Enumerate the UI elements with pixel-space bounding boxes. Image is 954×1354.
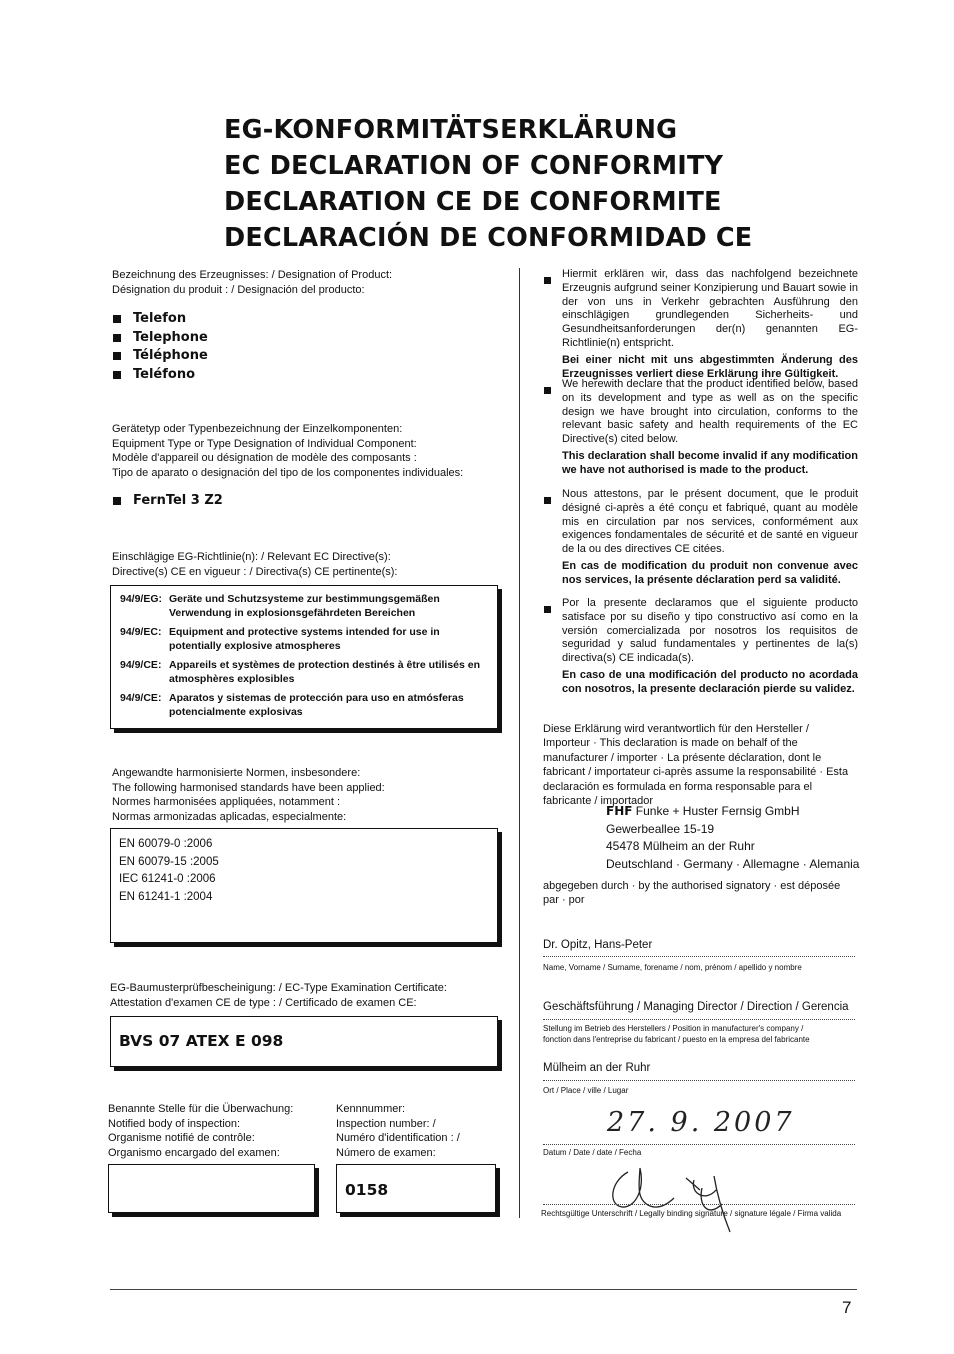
list-item: Telephone bbox=[113, 329, 208, 348]
notified-body-label: Benannte Stelle für die Überwachung: Notified body of inspection: Organisme notifié de contrôle: Organismo encargado del examen: bbox=[108, 1103, 294, 1159]
manufacturer-address: FHF Funke + Huster Fernsig GmbH Gewerbeallee 15-19 45478 Mülheim an der Ruhr Deutschland · Germany · Allemagne · Alemania bbox=[606, 804, 860, 871]
signature-line bbox=[543, 1204, 855, 1205]
name-line bbox=[543, 956, 855, 957]
directive-item: 94/9/CE: Appareils et systèmes de protection destinés à être utilisés en atmosphères explosibles bbox=[120, 659, 481, 685]
directives-box bbox=[110, 585, 498, 729]
handwritten-signature bbox=[590, 1160, 760, 1235]
title-de: EG-KONFORMITÄTSERKLÄRUNG bbox=[224, 115, 678, 145]
directive-item: 94/9/CE: Aparatos y sistemas de protección para uso en atmósferas potencialmente explosivas bbox=[120, 692, 464, 718]
equipment-type: FernTel 3 Z2 bbox=[113, 492, 223, 511]
inspection-number: 0158 bbox=[345, 1181, 389, 1199]
directives-label: Einschlägige EG-Richtlinie(n): / Relevant EC Directive(s): Directive(s) CE en vigueur : / Directiva(s) CE pertinente(s): bbox=[112, 551, 398, 578]
directive-item: 94/9/EC: Equipment and protective systems intended for use in potentially explosive atmospheres bbox=[120, 626, 440, 652]
declaration-en: We herewith declare that the product identified below, based on its development and type as well as on the specific design we have brought into circulation, conforms to the relevant basic safety and health requirements of the EC Directive(s) cited below. This declaration shall become invalid if any modification we have not authorised is made to the product. bbox=[544, 378, 858, 478]
list-item: Teléfono bbox=[113, 366, 208, 385]
equipment-label: Gerätetyp oder Typenbezeichnung der Einzelkomponenten: Equipment Type or Type Designation of Individual Component: Modèle d'appareil ou désignation de modèle des composants : Tipo de aparato o designación del tipo de los componentes individuales: bbox=[112, 423, 464, 479]
certificate-label: EG-Baumusterprüfbescheinigung: / EC-Type Examination Certificate: Attestation d'examen CE de type : / Certificado de examen CE: bbox=[110, 982, 447, 1009]
directive-item: 94/9/EG: Geräte und Schutzsysteme zur bestimmungsgemäßen Verwendung in explosionsgefährdeten Bereichen bbox=[120, 593, 440, 619]
certificate-number: BVS 07 ATEX E 098 bbox=[119, 1032, 284, 1050]
declaration-fr: Nous attestons, par le présent document, que le produit désigné ci-après a été conçu et fabriqué, quant au modèle mis en circulation par nos services, conformément aux exigences fondamentales de sécurité et de santé en vigueur de la ou des directives CE citées. En cas de modification du produit non convenue avec nos services, la présente déclaration perd sa validité. bbox=[544, 488, 858, 588]
declaration-es: Por la presente declaramos que el siguiente producto satisface por su diseño y tipo constructivo así como en la versión comercializada por nosotros los requisitos de seguridad y salud fundamentales y pertinentes de la(s) directiva(s) CE indicada(s). En caso de una modificación del producto no acordada con nosotros, la presente declaración pierde su validez. bbox=[544, 597, 858, 697]
column-divider bbox=[519, 268, 520, 1218]
place-caption: Ort / Place / ville / Lugar bbox=[543, 1086, 629, 1095]
signing-date: 27. 9. 2007 bbox=[607, 1107, 795, 1138]
signing-place: Mülheim an der Ruhr bbox=[543, 1062, 651, 1074]
responsibility-text: Diese Erklärung wird verantwortlich für den Hersteller / Importeur · This declaration is made on behalf of the manufacturer / importer · La présente déclaration, dont le fabricant / importateur ci-après assume la responsabilité · Esta declaración es formulada en forma responsable para el fabricante / importador bbox=[543, 723, 849, 808]
inspection-number-box bbox=[336, 1164, 496, 1213]
position-caption: Stellung im Betrieb des Herstellers / Position in manufacturer's company / fonction dans l'entreprise du fabricant / puesto en la empresa del fabricante bbox=[543, 1024, 810, 1044]
declaration-de: Hiermit erklären wir, dass das nachfolgend bezeichnete Erzeugnis aufgrund seiner Konzipierung und Bauart sowie in der von uns in Verkehr gebrachten Ausführung den einschlägigen grundlegenden Sicherheits- und Gesundheitsanforderungen der(n) genannten EG-Richtlinie(n) entspricht. Bei einer nicht mit uns abgestimmten Änderung des Erzeugnisses verliert diese Erklärung ihre Gültigkeit. bbox=[544, 268, 858, 381]
list-item: EN 60079-0 :2006 bbox=[119, 838, 213, 850]
inspection-number-label: Kennnummer: Inspection number: / Numéro d'identification : / Número de examen: bbox=[336, 1103, 460, 1159]
footer-rule bbox=[110, 1289, 857, 1290]
notified-body-box bbox=[108, 1164, 315, 1213]
page-number: 7 bbox=[842, 1298, 852, 1317]
signatory-label: abgegeben durch · by the authorised signatory · est déposée par · por bbox=[543, 880, 841, 907]
signatory-position: Geschäftsführung / Managing Director / Direction / Gerencia bbox=[543, 1001, 849, 1013]
standards-label: Angewandte harmonisierte Normen, insbesondere: The following harmonised standards have been applied: Normes harmonisées appliquées, notamment : Normas armonizadas aplicadas, especialmente: bbox=[112, 767, 385, 823]
date-caption: Datum / Date / date / Fecha bbox=[543, 1148, 642, 1157]
list-item: EN 61241-1 :2004 bbox=[119, 890, 213, 903]
list-item: Telefon bbox=[113, 310, 208, 329]
title-fr: DECLARATION CE DE CONFORMITE bbox=[224, 187, 722, 217]
signature-caption: Rechtsgültige Unterschrift / Legally binding signature / signature légale / Firma valida bbox=[541, 1209, 842, 1218]
title-en: EC DECLARATION OF CONFORMITY bbox=[224, 151, 724, 181]
list-item: IEC 61241-0 :2006 bbox=[119, 873, 216, 885]
document-titles bbox=[224, 112, 784, 256]
list-item: EN 60079-15 :2005 bbox=[119, 855, 219, 868]
manufacturer-logo: FHF bbox=[606, 804, 633, 818]
place-line bbox=[543, 1080, 855, 1081]
signatory-name: Dr. Opitz, Hans-Peter bbox=[543, 939, 653, 951]
date-line bbox=[543, 1144, 855, 1145]
list-item: Téléphone bbox=[113, 347, 208, 366]
product-label: Bezeichnung des Erzeugnisses: / Designation of Product: Désignation du produit : / Designación del producto: bbox=[112, 269, 393, 296]
title-es: DECLARACIÓN DE CONFORMIDAD CE bbox=[224, 223, 753, 253]
standards-box bbox=[110, 828, 498, 943]
name-caption: Name, Vorname / Surname, forename / nom, prénom / apellido y nombre bbox=[543, 963, 802, 972]
product-list bbox=[113, 310, 208, 384]
position-line bbox=[543, 1019, 855, 1020]
certificate-box bbox=[110, 1016, 498, 1067]
